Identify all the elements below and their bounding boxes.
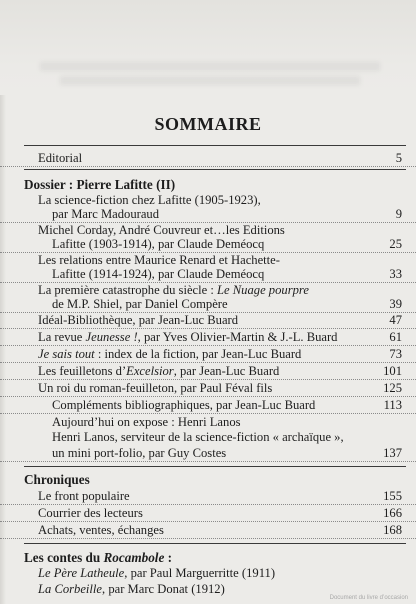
entry-page: 155: [383, 489, 402, 503]
show-through-area: [0, 0, 416, 95]
entry-title: La science-fiction chez Lafitte (1905-1923),: [38, 193, 261, 207]
entry-title: Les relations entre Maurice Renard et Hachette-: [38, 253, 280, 267]
entry-title: Idéal-Bibliothèque, par Jean-Luc Buard: [38, 313, 239, 327]
entry-page: 5: [395, 151, 402, 165]
entry-author: Lafitte (1903-1914), par Claude Deméocq: [52, 237, 265, 251]
toc-entry: [0, 489, 416, 505]
section-title: Les contes du Rocambole :: [24, 550, 173, 565]
toc-entry-continuation: [0, 267, 416, 283]
toc-entry: [0, 283, 416, 298]
section-heading-contes: [0, 550, 416, 565]
toc-entry: [0, 415, 416, 430]
entry-page: 166: [383, 506, 402, 520]
entry-title: Les feuilletons d’Excelsior, par Jean-Luc Buard: [38, 364, 280, 378]
entry-page: 137: [383, 446, 402, 460]
entry-page: 9: [395, 207, 402, 221]
entry-title: Un roi du roman-feuilleton, par Paul Féval fils: [38, 381, 273, 395]
toc-entry-continuation: [0, 446, 416, 462]
entry-page: 33: [389, 267, 402, 281]
entry-title: Michel Corday, André Couvreur et…les Editions: [38, 223, 285, 237]
section-heading-dossier: [0, 177, 416, 192]
entry-page: 73: [389, 347, 402, 361]
entry-title: Editorial: [38, 151, 83, 165]
toc-entry-continuation: [0, 430, 416, 445]
toc-entry-continuation: [0, 297, 416, 313]
entry-title: Le Père Latheule, par Paul Marguerritte (1911): [38, 566, 276, 580]
divider: [24, 466, 406, 467]
section-heading-chroniques: [0, 472, 416, 487]
entry-page: 101: [383, 364, 402, 378]
toc-entry: [0, 253, 416, 268]
section-title: Dossier : Pierre Lafitte (II): [24, 177, 176, 192]
entry-page: 168: [383, 523, 402, 537]
entry-title: La revue Jeunesse !, par Yves Olivier-Martin & J.-L. Buard: [38, 330, 338, 344]
entry-title: Compléments bibliographiques, par Jean-Luc Buard: [52, 398, 316, 412]
entry-title: Le front populaire: [38, 489, 130, 503]
entry-author: par Marc Madouraud: [52, 207, 160, 221]
entry-page: 113: [383, 398, 402, 412]
entry-author: un mini port-folio, par Guy Costes: [52, 446, 227, 460]
page-title: SOMMAIRE: [154, 114, 262, 134]
entry-page: 25: [389, 237, 402, 251]
toc-entry: [0, 398, 416, 414]
entry-title: Courrier des lecteurs: [38, 506, 143, 520]
entry-subtitle: Henri Lanos, serviteur de la science-fiction « archaïque »,: [52, 430, 344, 444]
toc-entry: [0, 523, 416, 539]
toc-entry: [0, 193, 416, 208]
entry-title: La Corbeille, par Marc Donat (1912): [38, 582, 225, 596]
divider: [24, 543, 406, 544]
toc-entry: [0, 364, 416, 380]
entry-title: La première catastrophe du siècle : Le Nuage pourpre: [38, 283, 309, 297]
show-through-line: [60, 76, 360, 85]
toc-entry: [0, 347, 416, 363]
toc-entry: [0, 223, 416, 238]
toc-entry: [0, 330, 416, 346]
toc-entry-continuation: [0, 207, 416, 223]
entry-author: Lafitte (1914-1924), par Claude Deméocq: [52, 267, 265, 281]
toc-entry-continuation: [0, 237, 416, 253]
divider: [24, 169, 406, 170]
toc-entry-editorial: [0, 151, 416, 167]
entry-author: de M.P. Shiel, par Daniel Compère: [52, 297, 228, 311]
divider: [24, 145, 406, 146]
entry-page: 39: [389, 297, 402, 311]
toc-entry: [0, 566, 416, 581]
section-title: Chroniques: [24, 472, 90, 487]
entry-page: 61: [389, 330, 402, 344]
toc-entry: [0, 506, 416, 522]
entry-page: 47: [389, 313, 402, 327]
show-through-line: [40, 62, 380, 71]
entry-page: 125: [383, 381, 402, 395]
toc-entry: [0, 313, 416, 329]
entry-title: Achats, ventes, échanges: [38, 523, 164, 537]
toc-entry: [0, 381, 416, 397]
entry-title: Je sais tout : index de la fiction, par Jean-Luc Buard: [38, 347, 302, 361]
watermark-text: Document du livre d’occasion: [329, 595, 408, 601]
entry-title: Aujourd’hui on expose : Henri Lanos: [52, 415, 241, 429]
